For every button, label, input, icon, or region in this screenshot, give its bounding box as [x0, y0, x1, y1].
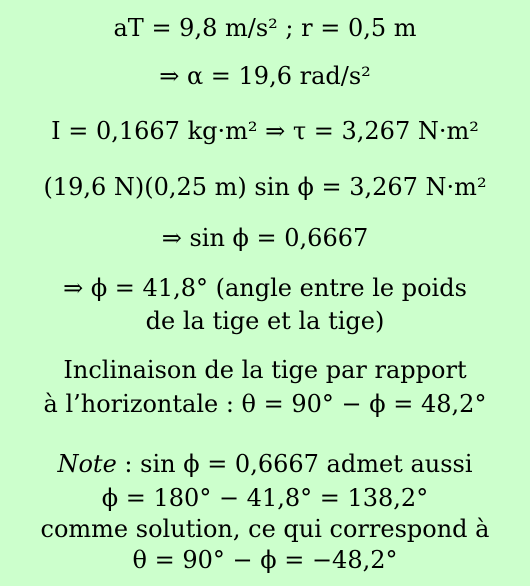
- angle-description-line: de la tige et la tige): [145, 307, 385, 335]
- note-solution-line: comme solution, ce qui correspond à: [40, 515, 490, 543]
- angular-acceleration-line: ⇒ α = 19,6 rad/s²: [159, 62, 371, 90]
- sine-result-line: ⇒ sin ϕ = 0,6667: [161, 224, 369, 252]
- note-negative-inclination-line: θ = 90° − ϕ = −48,2°: [132, 546, 398, 574]
- angle-result-line: ⇒ ϕ = 41,8° (angle entre le poids: [63, 274, 467, 302]
- inclination-result-line: à l’horizontale : θ = 90° − ϕ = 48,2°: [43, 390, 487, 418]
- note-alternate-angle-line: ϕ = 180° − 41,8° = 138,2°: [101, 484, 429, 512]
- inclination-line: Inclinaison de la tige par rapport: [63, 356, 467, 384]
- note-label: Note: [57, 450, 117, 478]
- inertia-torque-line: I = 0,1667 kg·m² ⇒ τ = 3,267 N·m²: [51, 117, 479, 145]
- given-values-line: aT = 9,8 m/s² ; r = 0,5 m: [113, 14, 417, 42]
- note-first-line: [0, 450, 530, 478]
- torque-equation-line: (19,6 N)(0,25 m) sin ϕ = 3,267 N·m²: [43, 173, 487, 201]
- note-sine-text: : sin ϕ = 0,6667 admet aussi: [124, 450, 473, 478]
